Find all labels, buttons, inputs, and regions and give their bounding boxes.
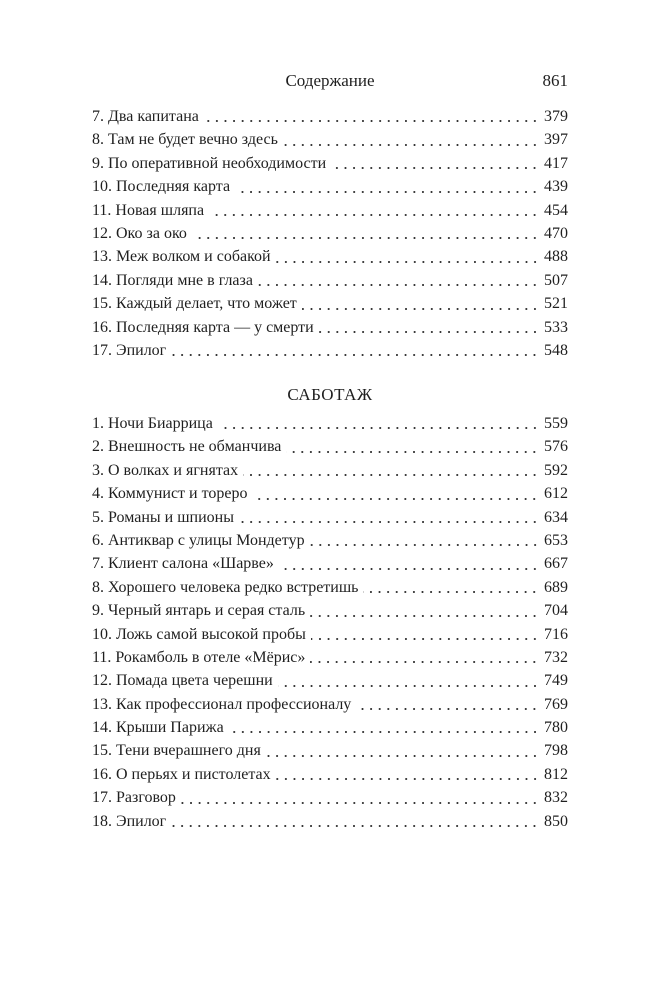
toc-entry-title: 7. Клиент салона «Шарве» — [92, 555, 274, 573]
toc-entry — [92, 716, 568, 739]
toc-entry-page: 417 — [544, 154, 568, 172]
toc-entry-title: 10. Ложь самой высокой пробы — [92, 625, 306, 643]
dot-leader — [266, 755, 539, 757]
toc-entry-page: 612 — [544, 485, 568, 503]
toc-entry — [92, 763, 568, 786]
dot-leader — [252, 498, 539, 500]
toc-list-part-two — [92, 412, 568, 833]
toc-entry-page: 576 — [544, 438, 568, 456]
dot-leader — [204, 120, 539, 122]
toc-entry-page: 780 — [544, 719, 568, 737]
toc-entry-page: 559 — [544, 415, 568, 432]
toc-entry-page: 634 — [544, 508, 568, 526]
toc-entry — [92, 128, 568, 151]
dot-leader — [276, 778, 539, 780]
toc-entry-page: 533 — [544, 318, 568, 336]
toc-entry-page: 521 — [544, 295, 568, 313]
toc-entry-page: 379 — [544, 108, 568, 125]
toc-entry-title: 13. Меж волком и собакой — [92, 248, 271, 266]
toc-entry-page: 592 — [544, 461, 568, 479]
dot-leader — [171, 354, 539, 356]
toc-entry-title: 17. Эпилог — [92, 341, 167, 359]
dot-leader — [243, 474, 539, 476]
toc-entry — [92, 105, 568, 128]
toc-entry — [92, 316, 568, 339]
toc-entry-page: 704 — [544, 602, 568, 620]
toc-entry-page: 812 — [544, 765, 568, 783]
toc-entry — [92, 599, 568, 622]
toc-entry-title: 4. Коммунист и тореро — [92, 485, 248, 503]
toc-entry — [92, 623, 568, 646]
toc-entry-page: 689 — [544, 578, 568, 596]
dot-leader — [192, 237, 539, 239]
dot-leader — [319, 331, 539, 333]
toc-entry-page: 716 — [544, 625, 568, 643]
dot-leader — [283, 144, 539, 146]
toc-entry-page: 653 — [544, 531, 568, 549]
toc-entry-title: 14. Крыши Парижа — [92, 719, 224, 737]
toc-entry — [92, 412, 568, 435]
toc-entry-page: 749 — [544, 672, 568, 690]
dot-leader — [302, 308, 539, 310]
dot-leader — [310, 661, 539, 663]
toc-entry — [92, 152, 568, 175]
toc-entry — [92, 739, 568, 762]
toc-entry-title: 1. Ночи Биаррица — [92, 415, 213, 432]
toc-entry-page: 439 — [544, 178, 568, 196]
toc-entry — [92, 552, 568, 575]
toc-entry-page: 507 — [544, 271, 568, 289]
dot-leader — [278, 685, 539, 687]
toc-entry — [92, 199, 568, 222]
dot-leader — [235, 191, 539, 193]
toc-entry-title: 11. Новая шляпа — [92, 201, 205, 219]
toc-entry-title: 3. О волках и ягнятах — [92, 461, 239, 479]
toc-entry-title: 13. Как профессионал профессионалу — [92, 695, 352, 713]
toc-entry — [92, 646, 568, 669]
toc-entry — [92, 669, 568, 692]
dot-leader — [218, 427, 539, 429]
toc-entry-page: 798 — [544, 742, 568, 760]
toc-entry — [92, 786, 568, 809]
dot-leader — [310, 544, 539, 546]
dot-leader — [363, 591, 539, 593]
dot-leader — [279, 568, 539, 570]
toc-entry-page: 850 — [544, 812, 568, 830]
toc-entry-page: 454 — [544, 201, 568, 219]
toc-entry-page: 769 — [544, 695, 568, 713]
toc-entry — [92, 339, 568, 362]
toc-entry-title: 8. Хорошего человека редко встретишь — [92, 578, 359, 596]
dot-leader — [310, 615, 539, 617]
section-heading: САБОТАЖ — [287, 385, 373, 404]
toc-entry-title: 15. Каждый делает, что может — [92, 295, 297, 313]
dot-leader — [258, 284, 539, 286]
toc-entry-title: 14. Погляди мне в глаза — [92, 271, 253, 289]
toc-entry-title: 8. Там не будет вечно здесь — [92, 131, 278, 149]
running-title: Содержание — [285, 71, 375, 90]
dot-leader — [181, 802, 539, 804]
toc-entry-title: 9. По оперативной необходимости — [92, 154, 327, 172]
toc-entry-title: 15. Тени вчерашнего дня — [92, 742, 261, 760]
toc-entry-page: 488 — [544, 248, 568, 266]
toc-entry-page: 397 — [544, 131, 568, 149]
dot-leader — [276, 261, 539, 263]
dot-leader — [286, 451, 539, 453]
toc-entry — [92, 175, 568, 198]
toc-entry — [92, 506, 568, 529]
toc-entry-page: 548 — [544, 341, 568, 359]
toc-entry — [92, 576, 568, 599]
toc-entry-title: 17. Разговор — [92, 789, 176, 807]
toc-entry — [92, 810, 568, 833]
dot-leader — [239, 521, 539, 523]
toc-entry-page: 470 — [544, 224, 568, 242]
toc-entry — [92, 482, 568, 505]
toc-entry-title: 7. Два капитана — [92, 108, 199, 125]
dot-leader — [209, 214, 539, 216]
toc-entry-title: 10. Последняя карта — [92, 178, 231, 196]
toc-entry-title: 11. Рокамболь в отеле «Мёрис» — [92, 648, 306, 666]
dot-leader — [171, 825, 539, 827]
toc-entry-title: 5. Романы и шпионы — [92, 508, 234, 526]
toc-entry-title: 9. Черный янтарь и серая сталь — [92, 602, 306, 620]
toc-entry-title: 18. Эпилог — [92, 812, 167, 830]
toc-entry-page: 732 — [544, 648, 568, 666]
toc-entry — [92, 529, 568, 552]
toc-entry — [92, 435, 568, 458]
toc-entry — [92, 459, 568, 482]
dot-leader — [229, 731, 539, 733]
toc-entry-title: 16. О перьях и пистолетах — [92, 765, 271, 783]
toc-entry-title: 16. Последняя карта — у смерти — [92, 318, 314, 336]
toc-entry-page: 832 — [544, 789, 568, 807]
toc-entry — [92, 245, 568, 268]
toc-list-part-one — [92, 105, 568, 362]
toc-entry-page: 667 — [544, 555, 568, 573]
dot-leader — [356, 708, 539, 710]
toc-entry-title: 12. Помада цвета черешни — [92, 672, 273, 690]
toc-entry — [92, 292, 568, 315]
page-number: 861 — [542, 71, 568, 90]
toc-entry — [92, 269, 568, 292]
toc-entry — [92, 693, 568, 716]
toc-entry-title: 12. Око за око — [92, 224, 187, 242]
toc-entry-title: 2. Внешность не обманчива — [92, 438, 282, 456]
dot-leader — [311, 638, 539, 640]
toc-entry — [92, 222, 568, 245]
dot-leader — [331, 167, 539, 169]
toc-entry-title: 6. Антиквар с улицы Мондетур — [92, 531, 305, 549]
running-head — [92, 70, 568, 92]
